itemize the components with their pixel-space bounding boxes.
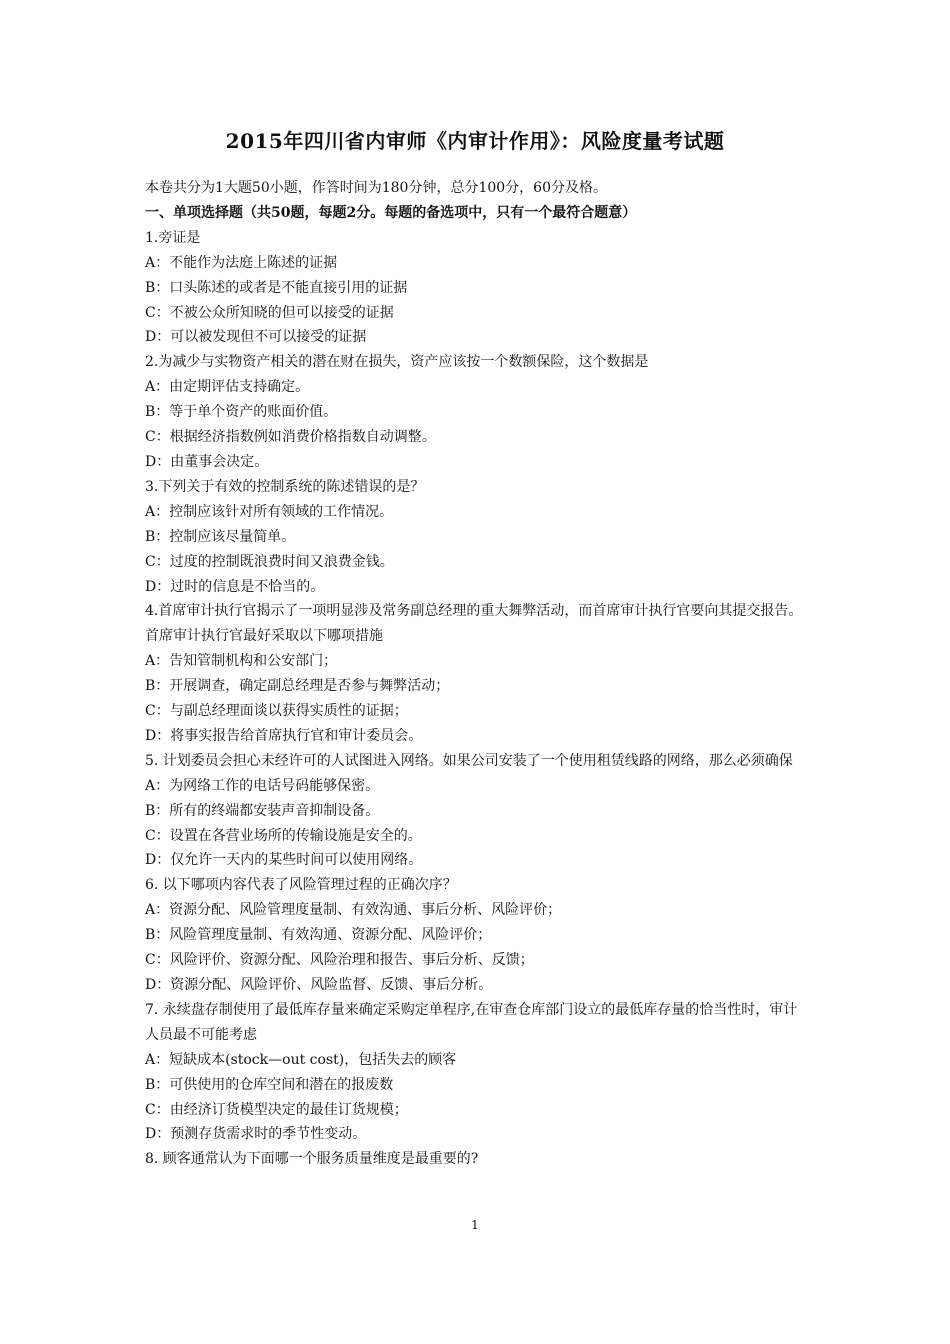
answer-option: A：为网络工作的电话号码能够保密。 [145, 777, 380, 794]
answer-option: D：可以被发现但不可以接受的证据 [145, 329, 367, 346]
answer-option: D：预测存货需求时的季节性变动。 [145, 1126, 367, 1143]
question-stem: 7. 永续盘存制使用了最低库存量来确定采购定单程序,在审查仓库部门设立的最低库存量的恰当性时，审计人员最不可能考虑 [145, 1001, 798, 1043]
question-stem: 6. 以下哪项内容代表了风险管理过程的正确次序？ [145, 877, 457, 894]
question-item [145, 350, 810, 475]
answer-option: B：风险管理度量制、有效沟通、资源分配、风险评价； [145, 927, 492, 944]
question-item [145, 873, 810, 998]
intro-text: 本卷共分为1大题50小题，作答时间为180分钟，总分100分，60分及格。 [145, 180, 607, 196]
question-item [145, 475, 810, 600]
question-stem: 4.首席审计执行官揭示了一项明显涉及常务副总经理的重大舞弊活动，而首席审计执行官要向其提交报告。首席审计执行官最好采取以下哪项措施 [145, 603, 803, 645]
answer-option: C：与副总经理面谈以获得实质性的证据； [145, 703, 408, 720]
answer-option: B：开展调查，确定副总经理是否参与舞弊活动； [145, 678, 450, 695]
answer-option: D：仅允许一天内的某些时间可以使用网络。 [145, 852, 423, 869]
question-item [145, 998, 810, 1147]
answer-option: B：口头陈述的或者是不能直接引用的证据 [145, 279, 408, 296]
answer-option: D：资源分配、风险评价、风险监督、反馈、事后分析。 [145, 977, 493, 993]
answer-option: C：过度的控制既浪费时间又浪费金钱。 [145, 553, 394, 570]
answer-option: A：短缺成本(stock—out cost)，包括失去的顾客 [145, 1051, 457, 1068]
question-item [145, 599, 810, 748]
question-stem: 5. 计划委员会担心未经许可的人试图进入网络。如果公司安装了一个使用租赁线路的网络，那么必须确保 [145, 752, 793, 769]
question-stem: 3.下列关于有效的控制系统的陈述错误的是？ [145, 478, 425, 495]
answer-option: D：过时的信息是不恰当的。 [145, 578, 325, 595]
question-stem: 2.为减少与实物资产相关的潜在财在损失，资产应该按一个数额保险，这个数据是 [145, 354, 649, 371]
answer-option: A：不能作为法庭上陈述的证据 [145, 254, 338, 271]
answer-option: A：由定期评估支持确定。 [145, 379, 310, 396]
answer-option: B：等于单个资产的账面价值。 [145, 404, 338, 421]
answer-option: C：设置在各营业场所的传输设施是安全的。 [145, 827, 422, 844]
document-body [145, 176, 810, 1172]
answer-option: B：可供使用的仓库空间和潜在的报废数 [145, 1076, 394, 1093]
page-number: 1 [471, 1218, 479, 1232]
answer-option: D：由董事会决定。 [145, 453, 269, 470]
answer-option: A：资源分配、风险管理度量制、有效沟通、事后分析、风险评价； [145, 902, 562, 919]
answer-option: C：风险评价、资源分配、风险治理和报告、事后分析、反馈； [145, 952, 534, 969]
document-title: 2015年四川省内审师《内审计作用》：风险度量考试题 [225, 129, 725, 153]
answer-option: B：所有的终端都安装声音抑制设备。 [145, 802, 380, 819]
question-stem: 8. 顾客通常认为下面哪一个服务质量维度是最重要的? [145, 1151, 479, 1168]
answer-option: A：控制应该针对所有领域的工作情况。 [145, 503, 394, 520]
question-item [145, 226, 810, 351]
answer-option: C：由经济订货模型决定的最佳订货规模； [145, 1101, 408, 1118]
question-item [145, 749, 810, 874]
answer-option: C：根据经济指数例如消费价格指数自动调整。 [145, 429, 436, 446]
question-item [145, 1147, 810, 1172]
question-stem: 1.旁证是 [145, 229, 201, 246]
answer-option: D：将事实报告给首席执行官和审计委员会。 [145, 727, 423, 744]
answer-option: A：告知管制机构和公安部门； [145, 653, 338, 670]
question-list [145, 226, 810, 1172]
answer-option: B：控制应该尽量简单。 [145, 528, 296, 545]
answer-option: C：不被公众所知晓的但可以接受的证据 [145, 304, 394, 321]
section-heading: 一、单项选择题（共50题，每题2分。每题的备选项中，只有一个最符合题意） [145, 204, 637, 221]
